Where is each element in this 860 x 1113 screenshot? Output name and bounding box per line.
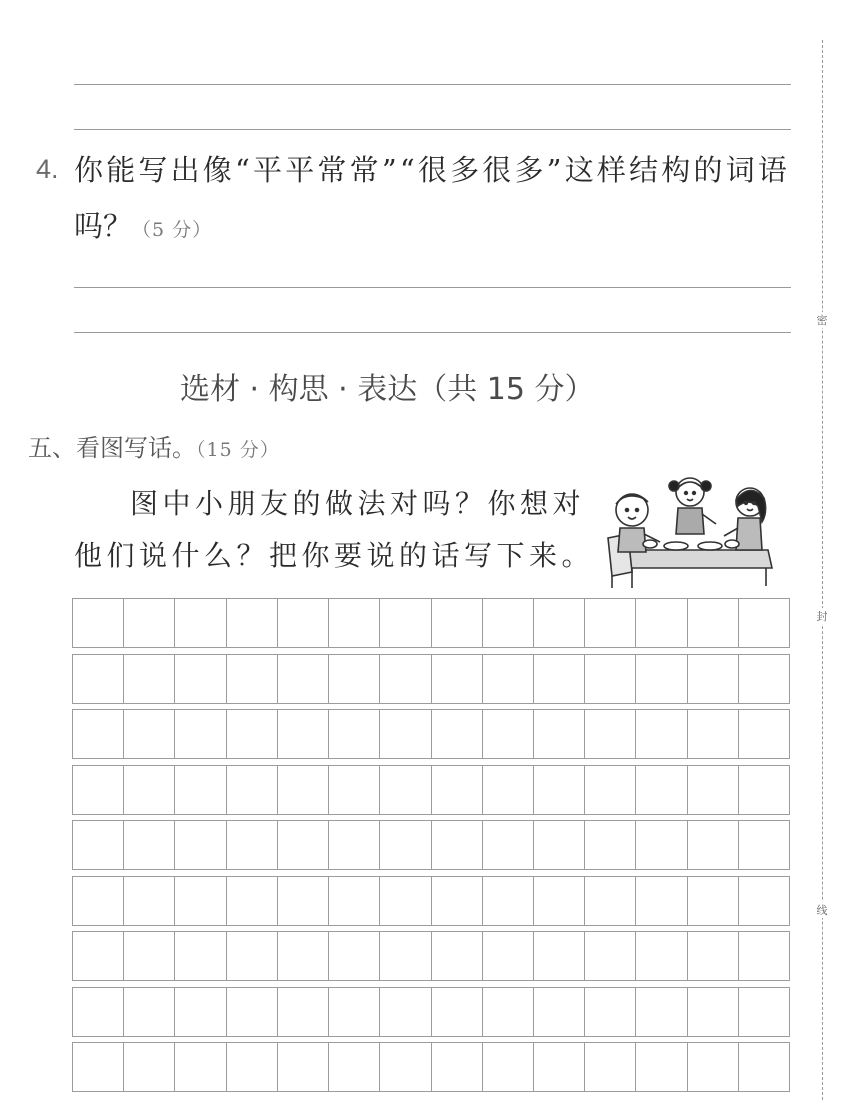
seal-mark: 密 bbox=[812, 312, 832, 328]
writing-cell[interactable] bbox=[124, 988, 175, 1036]
writing-cell[interactable] bbox=[227, 710, 278, 758]
writing-cell[interactable] bbox=[739, 988, 789, 1036]
writing-cell[interactable] bbox=[329, 710, 380, 758]
writing-cell[interactable] bbox=[432, 599, 483, 647]
writing-cell[interactable] bbox=[227, 599, 278, 647]
section-five-label: 五、看图写话。 bbox=[28, 434, 196, 462]
prompt-line-1: 图中小朋友的做法对吗？你想对 bbox=[130, 487, 586, 520]
writing-cell[interactable] bbox=[739, 877, 789, 925]
writing-cell[interactable] bbox=[329, 821, 380, 869]
writing-cell[interactable] bbox=[636, 877, 687, 925]
writing-cell[interactable] bbox=[278, 1043, 329, 1091]
writing-cell[interactable] bbox=[636, 599, 687, 647]
writing-cell[interactable] bbox=[380, 710, 431, 758]
writing-cell[interactable] bbox=[585, 710, 636, 758]
writing-cell[interactable] bbox=[329, 655, 380, 703]
writing-cell[interactable] bbox=[329, 877, 380, 925]
writing-cell[interactable] bbox=[73, 821, 124, 869]
grid-row bbox=[72, 987, 790, 1037]
writing-cell[interactable] bbox=[534, 877, 585, 925]
writing-grid[interactable] bbox=[72, 598, 790, 1098]
writing-cell[interactable] bbox=[483, 821, 534, 869]
writing-cell[interactable] bbox=[688, 599, 739, 647]
writing-cell[interactable] bbox=[73, 599, 124, 647]
writing-cell[interactable] bbox=[636, 988, 687, 1036]
writing-cell[interactable] bbox=[483, 988, 534, 1036]
writing-cell[interactable] bbox=[534, 988, 585, 1036]
writing-cell[interactable] bbox=[73, 877, 124, 925]
section-five-score: （15 分） bbox=[196, 439, 280, 461]
writing-cell[interactable] bbox=[73, 1043, 124, 1091]
writing-cell[interactable] bbox=[534, 655, 585, 703]
question-number: 4. bbox=[36, 154, 59, 184]
writing-cell[interactable] bbox=[329, 932, 380, 980]
writing-cell[interactable] bbox=[585, 655, 636, 703]
section-five-heading bbox=[28, 428, 280, 463]
writing-cell[interactable] bbox=[124, 599, 175, 647]
section-title: 选材 · 构思 · 表达（共 15 分） bbox=[180, 372, 595, 407]
grid-row bbox=[72, 765, 790, 815]
writing-cell[interactable] bbox=[483, 932, 534, 980]
writing-cell[interactable] bbox=[636, 932, 687, 980]
writing-cell[interactable] bbox=[483, 599, 534, 647]
grid-row bbox=[72, 709, 790, 759]
writing-cell[interactable] bbox=[534, 710, 585, 758]
writing-cell[interactable] bbox=[329, 1043, 380, 1091]
writing-cell[interactable] bbox=[380, 988, 431, 1036]
writing-cell[interactable] bbox=[585, 599, 636, 647]
writing-cell[interactable] bbox=[585, 766, 636, 814]
question-text: 你能写出像“平平常常”“很多很多”这样结构的词语 bbox=[74, 153, 791, 187]
writing-cell[interactable] bbox=[688, 877, 739, 925]
writing-cell[interactable] bbox=[739, 821, 789, 869]
writing-cell[interactable] bbox=[73, 655, 124, 703]
writing-cell[interactable] bbox=[585, 932, 636, 980]
writing-cell[interactable] bbox=[329, 988, 380, 1036]
writing-cell[interactable] bbox=[124, 710, 175, 758]
writing-cell[interactable] bbox=[329, 766, 380, 814]
writing-cell[interactable] bbox=[432, 988, 483, 1036]
writing-cell[interactable] bbox=[585, 877, 636, 925]
grid-row bbox=[72, 654, 790, 704]
seal-mark: 线 bbox=[812, 902, 832, 918]
grid-row bbox=[72, 1042, 790, 1092]
writing-cell[interactable] bbox=[73, 710, 124, 758]
writing-cell[interactable] bbox=[380, 766, 431, 814]
writing-cell[interactable] bbox=[73, 766, 124, 814]
writing-cell[interactable] bbox=[175, 1043, 226, 1091]
writing-cell[interactable] bbox=[739, 655, 789, 703]
writing-cell[interactable] bbox=[278, 766, 329, 814]
writing-cell[interactable] bbox=[227, 1043, 278, 1091]
writing-cell[interactable] bbox=[636, 1043, 687, 1091]
writing-cell[interactable] bbox=[688, 710, 739, 758]
writing-cell[interactable] bbox=[227, 766, 278, 814]
writing-cell[interactable] bbox=[585, 1043, 636, 1091]
writing-cell[interactable] bbox=[124, 821, 175, 869]
writing-cell[interactable] bbox=[329, 599, 380, 647]
writing-cell[interactable] bbox=[227, 877, 278, 925]
writing-cell[interactable] bbox=[534, 821, 585, 869]
question-text-tail: 吗？ bbox=[74, 209, 133, 243]
writing-cell[interactable] bbox=[432, 821, 483, 869]
writing-cell[interactable] bbox=[636, 821, 687, 869]
writing-cell[interactable] bbox=[432, 655, 483, 703]
answer-line[interactable] bbox=[74, 332, 791, 333]
writing-cell[interactable] bbox=[380, 877, 431, 925]
writing-cell[interactable] bbox=[483, 766, 534, 814]
writing-cell[interactable] bbox=[432, 1043, 483, 1091]
writing-cell[interactable] bbox=[636, 766, 687, 814]
writing-cell[interactable] bbox=[278, 988, 329, 1036]
writing-cell[interactable] bbox=[739, 932, 789, 980]
writing-cell[interactable] bbox=[534, 932, 585, 980]
writing-cell[interactable] bbox=[227, 821, 278, 869]
writing-cell[interactable] bbox=[175, 599, 226, 647]
prompt-line-2: 他们说什么？把你要说的话写下来。 bbox=[74, 539, 595, 572]
writing-cell[interactable] bbox=[227, 988, 278, 1036]
writing-cell[interactable] bbox=[483, 1043, 534, 1091]
writing-cell[interactable] bbox=[432, 877, 483, 925]
writing-cell[interactable] bbox=[483, 710, 534, 758]
writing-cell[interactable] bbox=[278, 821, 329, 869]
writing-cell[interactable] bbox=[688, 1043, 739, 1091]
writing-cell[interactable] bbox=[278, 877, 329, 925]
writing-cell[interactable] bbox=[688, 988, 739, 1036]
writing-cell[interactable] bbox=[227, 655, 278, 703]
writing-cell[interactable] bbox=[432, 932, 483, 980]
writing-cell[interactable] bbox=[688, 821, 739, 869]
writing-cell[interactable] bbox=[278, 932, 329, 980]
writing-cell[interactable] bbox=[124, 1043, 175, 1091]
writing-cell[interactable] bbox=[432, 766, 483, 814]
writing-cell[interactable] bbox=[175, 655, 226, 703]
writing-cell[interactable] bbox=[483, 655, 534, 703]
writing-cell[interactable] bbox=[278, 710, 329, 758]
answer-line[interactable] bbox=[74, 287, 791, 288]
writing-cell[interactable] bbox=[636, 655, 687, 703]
writing-cell[interactable] bbox=[73, 932, 124, 980]
writing-cell[interactable] bbox=[380, 655, 431, 703]
writing-cell[interactable] bbox=[175, 932, 226, 980]
writing-cell[interactable] bbox=[124, 655, 175, 703]
grid-row bbox=[72, 598, 790, 648]
writing-cell[interactable] bbox=[278, 655, 329, 703]
writing-cell[interactable] bbox=[380, 599, 431, 647]
writing-cell[interactable] bbox=[278, 599, 329, 647]
answer-line[interactable] bbox=[74, 129, 791, 130]
writing-cell[interactable] bbox=[124, 877, 175, 925]
writing-cell[interactable] bbox=[175, 766, 226, 814]
writing-cell[interactable] bbox=[124, 932, 175, 980]
writing-cell[interactable] bbox=[688, 932, 739, 980]
children-eating-illustration bbox=[598, 472, 776, 590]
writing-cell[interactable] bbox=[73, 988, 124, 1036]
writing-cell[interactable] bbox=[739, 599, 789, 647]
writing-cell[interactable] bbox=[380, 821, 431, 869]
grid-row bbox=[72, 931, 790, 981]
writing-cell[interactable] bbox=[124, 766, 175, 814]
writing-cell[interactable] bbox=[483, 877, 534, 925]
writing-cell[interactable] bbox=[585, 821, 636, 869]
seal-cut-line bbox=[822, 40, 823, 1100]
writing-cell[interactable] bbox=[636, 710, 687, 758]
writing-cell[interactable] bbox=[380, 932, 431, 980]
writing-cell[interactable] bbox=[175, 877, 226, 925]
answer-line[interactable] bbox=[74, 84, 791, 85]
seal-mark: 封 bbox=[812, 608, 832, 624]
writing-cell[interactable] bbox=[739, 710, 789, 758]
writing-cell[interactable] bbox=[688, 766, 739, 814]
writing-cell[interactable] bbox=[534, 766, 585, 814]
writing-cell[interactable] bbox=[585, 988, 636, 1036]
writing-cell[interactable] bbox=[739, 1043, 789, 1091]
writing-cell[interactable] bbox=[380, 1043, 431, 1091]
grid-row bbox=[72, 876, 790, 926]
writing-cell[interactable] bbox=[688, 655, 739, 703]
grid-row bbox=[72, 820, 790, 870]
writing-cell[interactable] bbox=[739, 766, 789, 814]
writing-cell[interactable] bbox=[432, 710, 483, 758]
writing-cell[interactable] bbox=[175, 988, 226, 1036]
writing-cell[interactable] bbox=[534, 599, 585, 647]
question-text-continued bbox=[74, 204, 212, 245]
writing-cell[interactable] bbox=[227, 932, 278, 980]
question-score: （5 分） bbox=[132, 219, 213, 241]
writing-cell[interactable] bbox=[175, 710, 226, 758]
writing-cell[interactable] bbox=[175, 821, 226, 869]
writing-cell[interactable] bbox=[534, 1043, 585, 1091]
